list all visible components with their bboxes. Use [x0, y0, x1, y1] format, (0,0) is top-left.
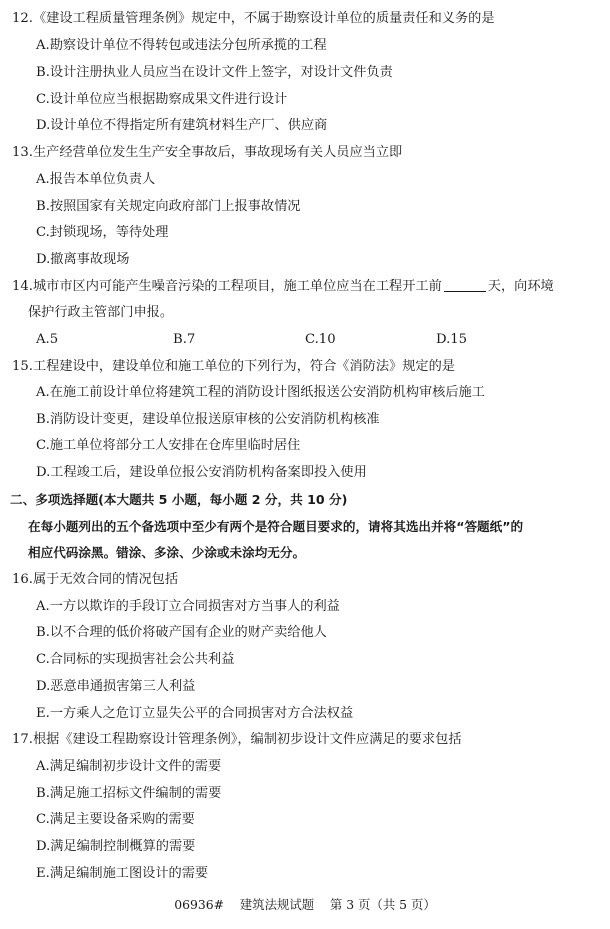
question-17-option-d: D.满足编制控制概算的需要	[36, 839, 196, 854]
exam-code: 06936#	[174, 897, 225, 912]
question-16-option-d: D.恶意串通损害第三人利益	[36, 679, 196, 694]
question-12-option-b: B.设计注册执业人员应当在设计文件上签字，对设计文件负责	[36, 65, 393, 80]
question-17-option-e: E.满足编制施工图设计的需要	[36, 866, 209, 881]
question-17-option-b: B.满足施工招标文件编制的需要	[36, 786, 222, 801]
question-16-option-b: B.以不合理的低价将破产国有企业的财产卖给他人	[36, 625, 327, 640]
question-15-option-a: A.在施工前设计单位将建筑工程的消防设计图纸报送公安消防机构审核后施工	[36, 385, 485, 400]
question-12-option-a: A.勘察设计单位不得转包或违法分包所承揽的工程	[36, 38, 327, 53]
page-footer	[0, 897, 610, 913]
question-16-option-a: A.一方以欺诈的手段订立合同损害对方当事人的利益	[36, 599, 340, 614]
question-13-option-b: B.按照国家有关规定向政府部门上报事故情况	[36, 199, 301, 214]
question-17-stem: 17.根据《建设工程勘察设计管理条例》，编制初步设计文件应满足的要求包括	[12, 732, 462, 747]
question-16-stem: 16.属于无效合同的情况包括	[12, 572, 179, 587]
question-12-option-d: D.设计单位不得指定所有建筑材料生产厂、供应商	[36, 118, 328, 133]
question-14-option-d: D.15	[436, 332, 468, 347]
question-16-option-e: E.一方乘人之危订立显失公平的合同损害对方合法权益	[36, 706, 354, 721]
section-2-instruction-line1: 在每小题列出的五个备选项中至少有两个是符合题目要求的，请将其选出并将“答题纸”的	[28, 519, 524, 534]
question-13-option-c: C.封锁现场，等待处理	[36, 225, 169, 240]
question-13-stem: 13.生产经营单位发生生产安全事故后，事故现场有关人员应当立即	[12, 145, 403, 160]
section-2-instruction-line2: 相应代码涂黑。错涂、多涂、少涂或未涂均无分。	[28, 545, 306, 560]
question-14-option-b: B.7	[173, 332, 196, 347]
question-13-option-d: D.撤离事故现场	[36, 252, 130, 267]
question-15-option-c: C.施工单位将部分工人安排在仓库里临时居住	[36, 438, 301, 453]
question-15-option-d: D.工程竣工后，建设单位报公安消防机构备案即投入使用	[36, 465, 367, 480]
question-14-stem-part2: 天，向环境	[487, 279, 554, 294]
question-17-option-c: C.满足主要设备采购的需要	[36, 812, 195, 827]
question-14-stem-line2: 保护行政主管部门申报。	[28, 305, 174, 320]
question-15-option-b: B.消防设计变更，建设单位报送原审核的公安消防机构核准	[36, 412, 380, 427]
question-12-option-c: C.设计单位应当根据勘察成果文件进行设计	[36, 92, 288, 107]
question-12-stem: 12.《建设工程质量管理条例》规定中，不属于勘察设计单位的质量责任和义务的是	[12, 11, 495, 26]
question-14-stem-part1: 14.城市市区内可能产生噪音污染的工程项目，施工单位应当在工程开工前	[12, 279, 442, 294]
question-14-option-a: A.5	[36, 332, 59, 347]
exam-title: 建筑法规试题	[239, 897, 315, 912]
section-2-title: 二、多项选择题(本大题共 5 小题，每小题 2 分，共 10 分)	[10, 492, 348, 507]
question-16-option-c: C.合同标的实现损害社会公共利益	[36, 652, 235, 667]
page-number: 第 3 页（共 5 页）	[329, 897, 436, 912]
answer-blank	[444, 290, 486, 292]
question-14-stem	[12, 278, 610, 296]
question-13-option-a: A.报告本单位负责人	[36, 172, 156, 187]
question-15-stem: 15.工程建设中，建设单位和施工单位的下列行为，符合《消防法》规定的是	[12, 359, 455, 374]
question-14-option-c: C.10	[305, 332, 336, 347]
question-17-option-a: A.满足编制初步设计文件的需要	[36, 759, 222, 774]
